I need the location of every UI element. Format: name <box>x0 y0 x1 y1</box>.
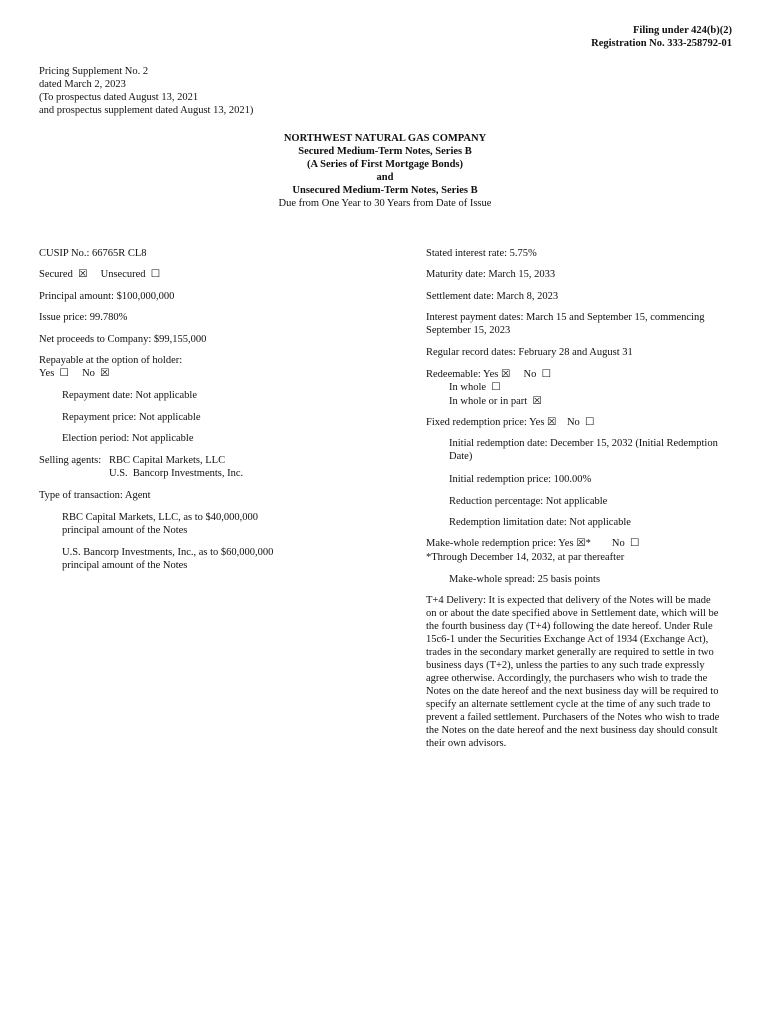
t4-line: their own advisors. <box>426 738 507 749</box>
repayment-price: Repayment price: Not applicable <box>62 412 201 423</box>
election-period: Election period: Not applicable <box>62 433 194 444</box>
selling-agent-rbc: RBC Capital Markets, LLC <box>109 455 226 466</box>
due-line: Due from One Year to 30 Years from Date of Issue <box>278 198 492 209</box>
usb-allocation-line-1: U.S. Bancorp Investments, Inc., as to $60,000,000 <box>62 547 274 558</box>
in-whole-label: In whole <box>449 382 487 393</box>
repayable-no-label: No <box>82 368 95 379</box>
interest-dates-line-1: Interest payment dates: March 15 and September 15, commencing <box>426 312 705 323</box>
selling-agents-label: Selling agents: <box>39 455 102 466</box>
series-note: (A Series of First Mortgage Bonds) <box>306 159 463 170</box>
t4-line: business days (T+2), unless the parties to any such trade expressly <box>426 660 705 671</box>
transaction-type: Type of transaction: Agent <box>39 490 151 501</box>
filing-header <box>591 24 732 50</box>
t4-line: 15c6-1 under the Securities Exchange Act of 1934 (Exchange Act), <box>426 634 709 645</box>
repayable-label: Repayable at the option of holder: <box>39 355 183 366</box>
make-whole-no-checkbox: ☐ <box>629 538 640 549</box>
redeemable-no-label: No <box>523 369 537 380</box>
t4-line: prevent a failed settlement. Purchasers of the Notes who wish to trade <box>426 712 720 723</box>
initial-redemption-date <box>449 437 718 463</box>
t4-line: specify an alternate settlement cycle at the time of any such trade to <box>426 699 711 710</box>
t4-delivery-paragraph <box>426 594 719 750</box>
rbc-allocation <box>62 511 258 537</box>
cusip: CUSIP No.: 66765R CL8 <box>39 248 147 259</box>
company-name: NORTHWEST NATURAL GAS COMPANY <box>283 133 487 144</box>
fixed-redemption-yes-checkbox-checked: ☒ <box>547 417 557 428</box>
redeemable-label: Redeemable: Yes <box>426 369 499 380</box>
initial-date-line-1: Initial redemption date: December 15, 2032 (Initial Redemption <box>449 438 718 449</box>
make-whole-label: Make-whole redemption price: Yes <box>426 538 574 549</box>
supplement-line-3: (To prospectus dated August 13, 2021 <box>39 92 199 103</box>
secured-row <box>39 268 160 281</box>
fixed-redemption-row <box>426 416 594 429</box>
rbc-allocation-line-2: principal amount of the Notes <box>62 525 188 536</box>
in-whole-row <box>449 381 501 394</box>
interest-dates-line-2: September 15, 2023 <box>426 325 511 336</box>
stated-interest-rate: Stated interest rate: 5.75% <box>426 248 537 259</box>
t4-line: the fourth business day (T+4) following the date hereof. Under Rule <box>426 621 713 632</box>
unsecured-checkbox: ☐ <box>150 269 161 280</box>
repayable-options <box>39 367 182 380</box>
supplement-line-1: Pricing Supplement No. 2 <box>39 66 149 77</box>
t4-line: T+4 Delivery: It is expected that delivery of the Notes will be made <box>426 595 711 606</box>
regular-record-dates: Regular record dates: February 28 and August 31 <box>426 347 633 358</box>
t4-line: on or about the date specified above in Settlement date, which will be <box>426 608 719 619</box>
fixed-redemption-no-label: No <box>566 417 580 428</box>
redeemable-yes-checkbox-checked: ☒ <box>500 369 511 380</box>
supplement-line-2: dated March 2, 2023 <box>39 79 126 90</box>
fixed-redemption-no-checkbox: ☐ <box>585 417 595 428</box>
filing-line: Filing under 424(b)(2) <box>633 25 732 36</box>
initial-date-line-2: Date) <box>449 451 473 462</box>
make-whole-spread: Make-whole spread: 25 basis points <box>449 574 601 585</box>
repayment-date: Repayment date: Not applicable <box>62 390 197 401</box>
and-line: and <box>376 172 394 183</box>
make-whole-row <box>426 537 639 550</box>
in-whole-or-part-label: In whole or in part <box>449 396 528 407</box>
in-whole-or-part-row <box>449 395 542 408</box>
make-whole-star: * <box>585 538 591 549</box>
usb-allocation-line-2: principal amount of the Notes <box>62 560 188 571</box>
settlement-date: Settlement date: March 8, 2023 <box>426 291 559 302</box>
redeemable-no-checkbox: ☐ <box>541 369 552 380</box>
net-proceeds: Net proceeds to Company: $99,155,000 <box>39 334 207 345</box>
registration-line: Registration No. 333-258792-01 <box>591 38 732 49</box>
make-whole-yes-checkbox-checked: ☒ <box>576 538 586 549</box>
redeemable-row <box>426 368 551 381</box>
redemption-limitation-date: Redemption limitation date: Not applicable <box>449 517 631 528</box>
repayable-yes-checkbox: ☐ <box>59 368 69 379</box>
usb-allocation <box>62 546 273 572</box>
t4-line: the Notes on the date hereof and the next business day should consult <box>426 725 718 736</box>
repayable-yes-label: Yes <box>39 368 55 379</box>
make-whole-no-label: No <box>611 538 625 549</box>
initial-redemption-price: Initial redemption price: 100.00% <box>449 474 592 485</box>
interest-payment-dates <box>426 311 704 337</box>
through-note: *Through December 14, 2032, at par thereafter <box>426 552 625 563</box>
maturity-date: Maturity date: March 15, 2033 <box>426 269 556 280</box>
fixed-redemption-label: Fixed redemption price: Yes <box>426 417 545 428</box>
issue-price: Issue price: 99.780% <box>39 312 128 323</box>
rbc-allocation-line-1: RBC Capital Markets, LLC, as to $40,000,000 <box>62 512 258 523</box>
secured-notes-title: Secured Medium-Term Notes, Series B <box>298 146 472 157</box>
title-block <box>0 132 770 210</box>
repayable-no-checkbox-checked: ☒ <box>100 368 110 379</box>
in-whole-checkbox: ☐ <box>491 382 501 393</box>
repayable-block <box>39 354 182 380</box>
supplement-line-4: and prospectus supplement dated August 13, 2021) <box>39 105 254 116</box>
t4-line: Notes on the date hereof and the next business day will be required to <box>426 686 719 697</box>
unsecured-label: Unsecured <box>100 269 146 280</box>
unsecured-notes-title: Unsecured Medium-Term Notes, Series B <box>292 185 478 196</box>
secured-checkbox-checked: ☒ <box>78 269 88 280</box>
t4-line: trades in the secondary market generally are required to settle in two <box>426 647 714 658</box>
t4-line: agree otherwise. Accordingly, the purchasers who wish to trade the <box>426 673 708 684</box>
secured-label: Secured <box>39 269 73 280</box>
principal-amount: Principal amount: $100,000,000 <box>39 291 175 302</box>
in-whole-or-part-checkbox-checked: ☒ <box>532 396 542 407</box>
selling-agent-usb: U.S. Bancorp Investments, Inc. <box>109 468 244 479</box>
pricing-supplement-block <box>39 65 253 117</box>
reduction-percentage: Reduction percentage: Not applicable <box>449 496 608 507</box>
